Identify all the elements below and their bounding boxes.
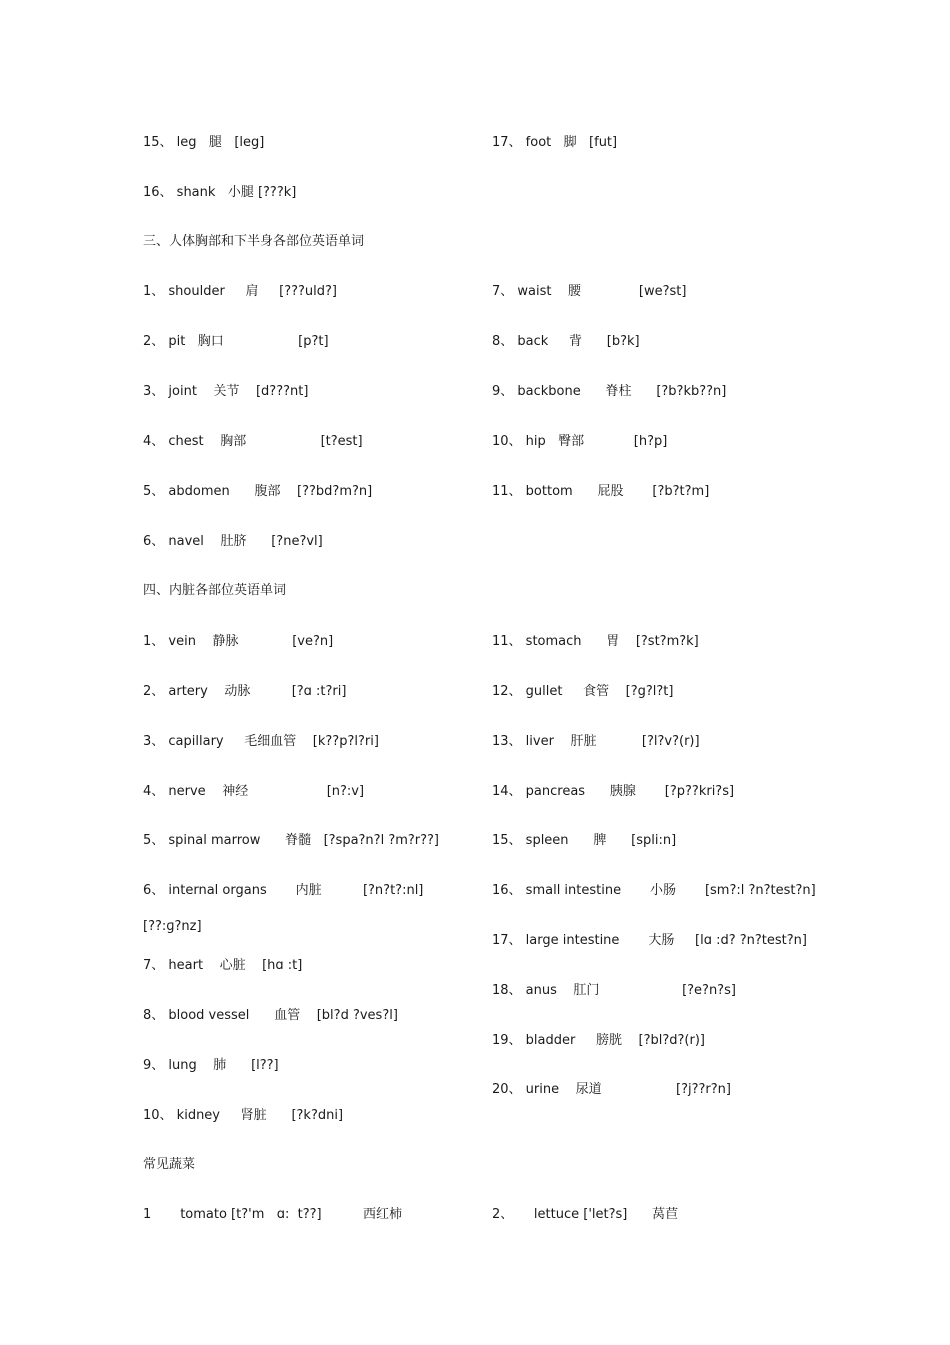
vocab-line: 8、 blood vessel 血管 [bl?d ?ves?l]	[143, 1008, 398, 1023]
vocab-line: 17、 large intestine 大肠 [lɑ :d? ?n?test?n]	[492, 933, 807, 948]
vocab-line: 16、 small intestine 小肠 [sm?:l ?n?test?n]	[492, 883, 816, 898]
vocab-line: 8、 back 背 [b?k]	[492, 334, 640, 349]
vocab-line: 10、 kidney 肾脏 [?k?dni]	[143, 1108, 344, 1123]
section-heading: 常见蔬菜	[143, 1157, 196, 1172]
vocab-line: 4、 chest 胸部 [t?est]	[143, 434, 363, 449]
vocab-line: 2、 artery 动脉 [?ɑ :t?ri]	[143, 684, 347, 699]
vocab-line: 9、 lung 肺 [l??]	[143, 1058, 279, 1073]
vocab-line: 15、 leg 腿 [leg]	[143, 135, 265, 150]
vocab-line: 11、 stomach 胃 [?st?m?k]	[492, 634, 699, 649]
vocab-line: 6、 navel 肚脐 [?ne?vl]	[143, 534, 323, 549]
vocab-line: 17、 foot 脚 [fut]	[492, 135, 618, 150]
vocab-line: 15、 spleen 脾 [spli:n]	[492, 833, 677, 848]
vocab-line: 3、 capillary 毛细血管 [k??p?l?ri]	[143, 734, 379, 749]
vocab-line: 10、 hip 臀部 [h?p]	[492, 434, 668, 449]
vocab-line-continuation: [??:ɡ?nz]	[143, 919, 202, 934]
vocab-line: 14、 pancreas 胰腺 [?p??kri?s]	[492, 784, 735, 799]
vocab-line: 4、 nerve 神经 [n?:v]	[143, 784, 365, 799]
vocab-line: 11、 bottom 屁股 [?b?t?m]	[492, 484, 710, 499]
vocab-line: 18、 anus 肛门 [?e?n?s]	[492, 983, 736, 998]
vocab-line: 2、 lettuce ['let?s] 莴苣	[492, 1207, 679, 1222]
section-heading: 三、人体胸部和下半身各部位英语单词	[143, 234, 365, 249]
vocab-line: 20、 urine 尿道 [?j??r?n]	[492, 1082, 731, 1097]
vocab-line: 6、 internal organs 内脏 [?n?t?:nl]	[143, 883, 424, 898]
vocab-line: 3、 joint 关节 [d???nt]	[143, 384, 309, 399]
vocab-line: 13、 liver 肝脏 [?l?v?(r)]	[492, 734, 700, 749]
vocab-line: 5、 abdomen 腹部 [??bd?m?n]	[143, 484, 373, 499]
vocab-line: 16、 shank 小腿 [???k]	[143, 185, 297, 200]
vocab-line: 1、 vein 静脉 [ve?n]	[143, 634, 334, 649]
vocab-line: 12、 gullet 食管 [?g?l?t]	[492, 684, 674, 699]
vocab-line: 9、 backbone 脊柱 [?b?kb??n]	[492, 384, 727, 399]
section-heading: 四、内脏各部位英语单词	[143, 583, 287, 598]
vocab-line: 1、 shoulder 肩 [???uld?]	[143, 284, 337, 299]
vocab-line: 1 tomato [t?'m ɑ: t??] 西红柿	[143, 1207, 402, 1222]
vocab-line: 5、 spinal marrow 脊髓 [?spa?n?l ?m?r??]	[143, 833, 439, 848]
vocab-line: 7、 heart 心脏 [hɑ :t]	[143, 958, 303, 973]
vocab-line: 19、 bladder 膀胱 [?bl?d?(r)]	[492, 1033, 705, 1048]
vocab-line: 7、 waist 腰 [we?st]	[492, 284, 687, 299]
vocab-line: 2、 pit 胸口 [p?t]	[143, 334, 329, 349]
